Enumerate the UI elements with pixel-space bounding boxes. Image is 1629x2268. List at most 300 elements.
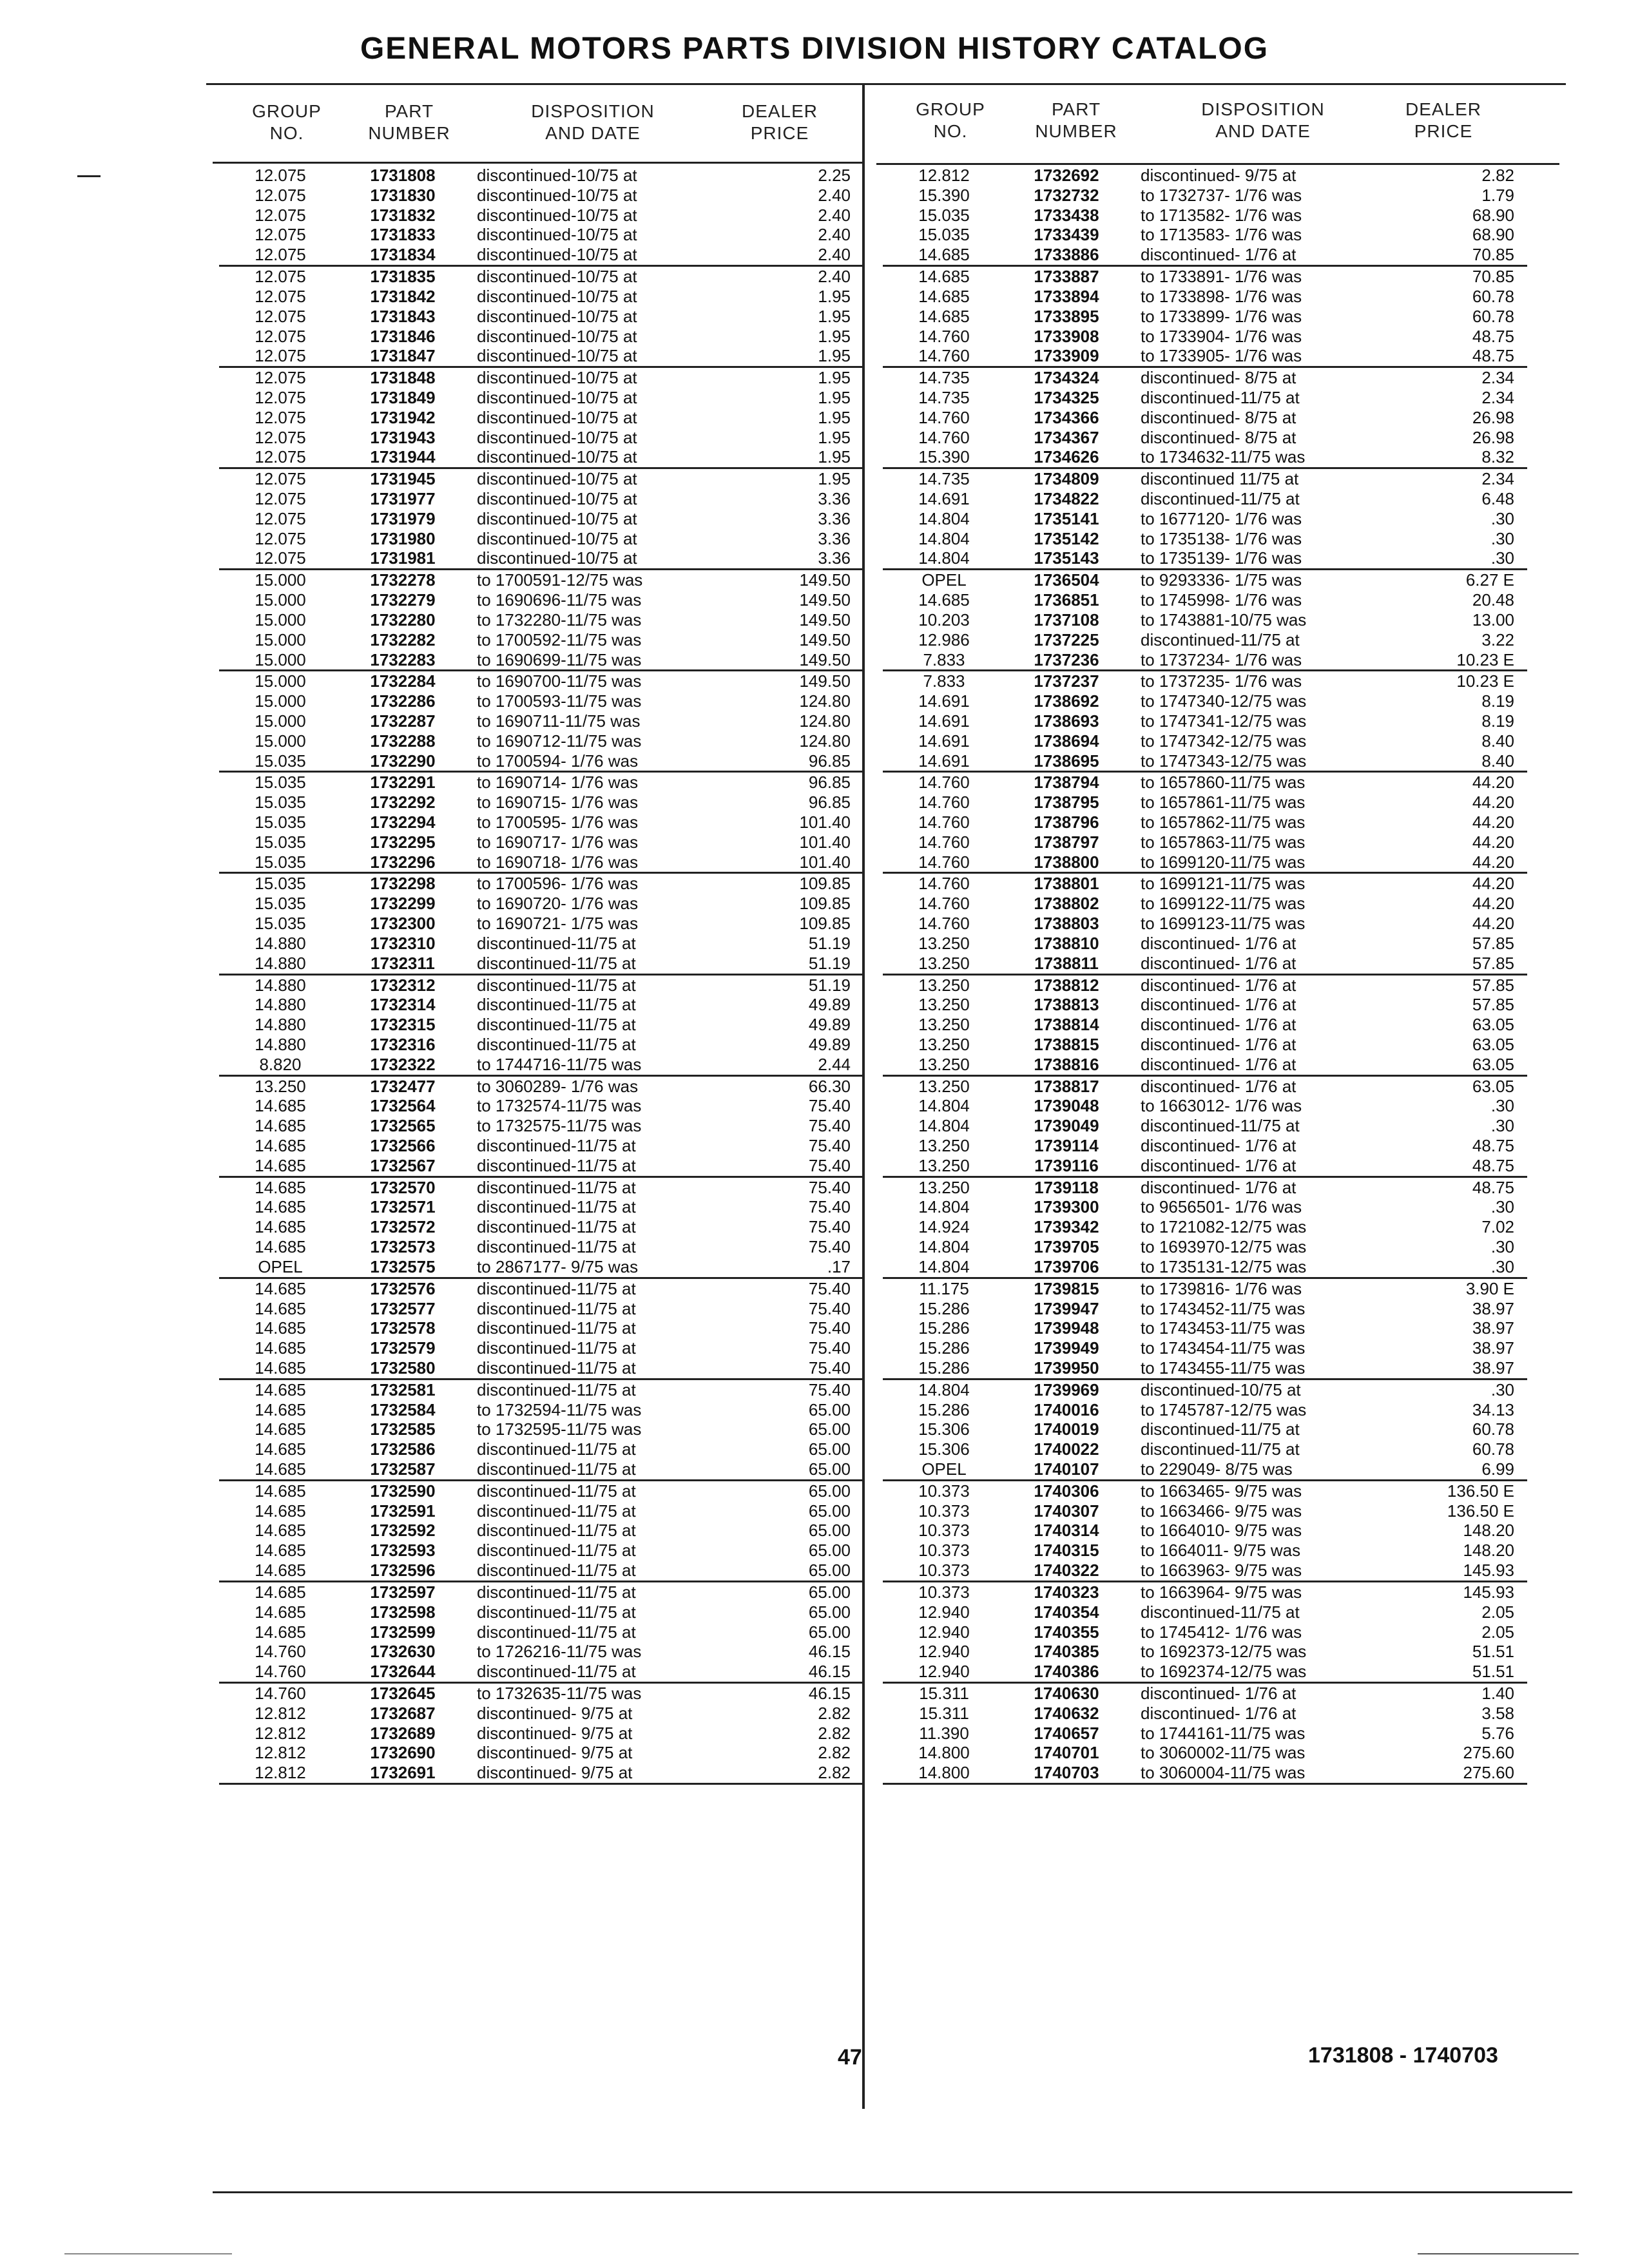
- group-number: 13.250: [918, 1155, 970, 1175]
- part-number: 1732315: [370, 1015, 436, 1035]
- part-number: 1732300: [370, 914, 436, 934]
- dealer-price: 3.36: [818, 548, 851, 568]
- part-number: 1737108: [1034, 610, 1099, 629]
- table-row: [219, 1582, 863, 1602]
- dealer-price: 75.40: [808, 1177, 851, 1197]
- disposition: to 1663012- 1/76 was: [1141, 1096, 1302, 1116]
- table-row: [883, 388, 1527, 408]
- table-row: [219, 954, 863, 975]
- group-number: 14.880: [255, 933, 306, 953]
- table-row: [883, 691, 1527, 711]
- table-row: [883, 1521, 1527, 1541]
- group-number: 15.286: [918, 1399, 970, 1419]
- disposition: to 1700591-12/75 was: [477, 570, 643, 590]
- dealer-price: 10.23 E: [1456, 671, 1514, 691]
- disposition: discontinued-10/75 at: [477, 368, 637, 388]
- dealer-price: 96.85: [808, 751, 851, 771]
- table-row: [219, 1662, 863, 1684]
- right-header-disposition: DISPOSITION AND DATE: [1201, 99, 1325, 141]
- part-number: 1732284: [370, 671, 436, 691]
- group-number: 14.685: [918, 267, 970, 287]
- group-number: 14.685: [255, 1278, 306, 1298]
- table-row: [219, 287, 863, 307]
- table-row: [883, 1582, 1527, 1602]
- table-row: [219, 1541, 863, 1561]
- table-row: [219, 346, 863, 368]
- disposition: to 1690721- 1/75 was: [477, 914, 639, 934]
- group-number: 14.685: [255, 1338, 306, 1358]
- part-number: 1732576: [370, 1278, 436, 1298]
- dealer-price: 6.48: [1481, 489, 1514, 509]
- right-header-part: PART NUMBER: [1035, 99, 1117, 141]
- table-row: [219, 1015, 863, 1035]
- group-number: 14.685: [255, 1096, 306, 1116]
- group-number: 15.286: [918, 1338, 970, 1358]
- table-row: [219, 1684, 863, 1704]
- disposition: to 1732280-11/75 was: [477, 610, 642, 629]
- table-row: [883, 650, 1527, 672]
- table-row: [219, 529, 863, 549]
- group-number: 15.000: [255, 711, 306, 731]
- disposition: discontinued-11/75 at: [477, 1338, 636, 1358]
- table-row: [219, 327, 863, 347]
- group-number: 15.000: [255, 671, 306, 691]
- disposition: to 1737234- 1/76 was: [1141, 649, 1302, 669]
- dealer-price: 65.00: [808, 1622, 851, 1642]
- table-row: [219, 832, 863, 852]
- group-number: 15.035: [255, 874, 306, 894]
- table-row: [883, 1622, 1527, 1642]
- dealer-price: .30: [1490, 508, 1514, 528]
- disposition: discontinued-11/75 at: [477, 1501, 636, 1521]
- table-row: [883, 245, 1527, 267]
- part-number: 1731980: [370, 528, 436, 548]
- disposition: to 1732595-11/75 was: [477, 1419, 642, 1439]
- footer-rule: [213, 2191, 1572, 2193]
- table-row: [219, 1299, 863, 1319]
- disposition: discontinued- 1/76 at: [1141, 975, 1296, 995]
- dealer-price: 124.80: [799, 691, 851, 711]
- part-number: 1739815: [1034, 1278, 1099, 1298]
- part-number: 1738814: [1034, 1015, 1099, 1035]
- table-row: [883, 428, 1527, 448]
- part-number: 1732290: [370, 751, 436, 771]
- disposition: discontinued-11/75 at: [477, 1561, 636, 1581]
- disposition: to 1664010- 9/75 was: [1141, 1521, 1302, 1541]
- part-number: 1732687: [370, 1703, 436, 1723]
- disposition: discontinued-11/75 at: [1141, 489, 1300, 509]
- table-row: [883, 1380, 1527, 1400]
- disposition: discontinued-11/75 at: [477, 995, 636, 1015]
- table-row: [883, 1279, 1527, 1299]
- part-number: 1740307: [1034, 1501, 1099, 1521]
- disposition: discontinued- 1/76 at: [1141, 995, 1296, 1015]
- disposition: discontinued-11/75 at: [477, 1459, 636, 1479]
- margin-mark: [77, 175, 101, 177]
- disposition: to 1745787-12/75 was: [1141, 1399, 1307, 1419]
- disposition: to 1732574-11/75 was: [477, 1096, 642, 1116]
- part-number: 1732567: [370, 1155, 436, 1175]
- group-number: 14.685: [255, 1217, 306, 1237]
- part-number: 1731944: [370, 447, 436, 467]
- table-row: [219, 1400, 863, 1420]
- part-range: 1731808 - 1740703: [1308, 2042, 1498, 2068]
- part-number: 1732575: [370, 1256, 436, 1276]
- dealer-price: 75.40: [808, 1096, 851, 1116]
- part-number: 1739300: [1034, 1197, 1099, 1217]
- group-number: 14.691: [918, 711, 970, 731]
- disposition: discontinued-11/75 at: [1141, 1602, 1300, 1622]
- disposition: discontinued-10/75 at: [477, 286, 637, 306]
- group-number: 13.250: [918, 1054, 970, 1074]
- table-row: [219, 548, 863, 570]
- table-row: [219, 1077, 863, 1097]
- group-number: 12.812: [255, 1743, 306, 1763]
- dealer-price: 65.00: [808, 1399, 851, 1419]
- disposition: to 1677120- 1/76 was: [1141, 508, 1302, 528]
- disposition: discontinued-10/75 at: [477, 427, 637, 447]
- disposition: to 1692373-12/75 was: [1141, 1642, 1307, 1662]
- disposition: to 1657860-11/75 was: [1141, 773, 1306, 793]
- part-number: 1739048: [1034, 1096, 1099, 1116]
- dealer-price: 44.20: [1472, 914, 1514, 934]
- part-number: 1731977: [370, 489, 436, 509]
- disposition: discontinued-10/75 at: [477, 346, 637, 366]
- table-row: [883, 1501, 1527, 1521]
- disposition: to 1663964- 9/75 was: [1141, 1582, 1302, 1602]
- dealer-price: 48.75: [1472, 1136, 1514, 1156]
- part-number: 1732298: [370, 874, 436, 894]
- dealer-price: 2.05: [1481, 1622, 1514, 1642]
- disposition: discontinued- 1/76 at: [1141, 1136, 1296, 1156]
- dealer-price: 2.40: [818, 205, 851, 225]
- disposition: to 1690715- 1/76 was: [477, 793, 639, 812]
- table-row: [883, 852, 1527, 874]
- part-number: 1736504: [1034, 570, 1099, 590]
- group-number: 15.000: [255, 590, 306, 610]
- disposition: to 1733891- 1/76 was: [1141, 267, 1302, 287]
- dealer-price: 149.50: [799, 649, 851, 669]
- group-number: 13.250: [255, 1076, 306, 1096]
- disposition: to 1663465- 9/75 was: [1141, 1481, 1302, 1501]
- dealer-price: 2.82: [818, 1763, 851, 1783]
- table-row: [219, 1156, 863, 1178]
- disposition: discontinued-10/75 at: [477, 245, 637, 265]
- dealer-price: 70.85: [1472, 245, 1514, 265]
- table-row: [883, 1156, 1527, 1178]
- group-number: 12.812: [255, 1703, 306, 1723]
- table-row: [219, 1521, 863, 1541]
- disposition: to 1733904- 1/76 was: [1141, 326, 1302, 346]
- disposition: to 3060004-11/75 was: [1141, 1763, 1306, 1783]
- dealer-price: 3.36: [818, 528, 851, 548]
- table-row: [883, 1561, 1527, 1582]
- disposition: to 1732737- 1/76 was: [1141, 185, 1302, 205]
- table-row: [883, 447, 1527, 469]
- group-number: 10.373: [918, 1521, 970, 1541]
- dealer-price: 10.23 E: [1456, 649, 1514, 669]
- disposition: discontinued-11/75 at: [477, 1439, 636, 1459]
- group-number: 10.203: [918, 610, 970, 629]
- right-header-price: DEALER PRICE: [1405, 99, 1482, 141]
- dealer-price: 75.40: [808, 1116, 851, 1136]
- group-number: 12.812: [255, 1763, 306, 1783]
- part-number: 1738802: [1034, 894, 1099, 914]
- table-row: [883, 1358, 1527, 1380]
- group-number: 15.035: [255, 852, 306, 872]
- table-row: [219, 428, 863, 448]
- group-number: 12.075: [255, 528, 306, 548]
- table-row: [219, 894, 863, 914]
- disposition: discontinued-10/75 at: [1141, 1379, 1301, 1399]
- disposition: discontinued- 1/76 at: [1141, 245, 1296, 265]
- part-number: 1740306: [1034, 1481, 1099, 1501]
- part-number: 1732322: [370, 1054, 436, 1074]
- dealer-price: 1.95: [818, 326, 851, 346]
- dealer-price: 2.34: [1481, 387, 1514, 407]
- group-number: 14.924: [918, 1217, 970, 1237]
- dealer-price: 38.97: [1472, 1318, 1514, 1338]
- dealer-price: 75.40: [808, 1136, 851, 1156]
- table-row: [219, 650, 863, 672]
- dealer-price: 2.82: [818, 1703, 851, 1723]
- table-row: [883, 1763, 1527, 1785]
- part-number: 1732584: [370, 1399, 436, 1419]
- table-row: [219, 1561, 863, 1582]
- disposition: discontinued-10/75 at: [477, 185, 637, 205]
- part-number: 1732314: [370, 995, 436, 1015]
- group-number: 12.075: [255, 225, 306, 245]
- part-number: 1733886: [1034, 245, 1099, 265]
- table-row: [883, 225, 1527, 245]
- group-number: 14.685: [255, 1116, 306, 1136]
- dealer-price: 44.20: [1472, 894, 1514, 914]
- dealer-price: 57.85: [1472, 933, 1514, 953]
- table-row: [883, 630, 1527, 650]
- dealer-price: 51.19: [808, 975, 851, 995]
- dealer-price: 34.13: [1472, 1399, 1514, 1419]
- disposition: discontinued-10/75 at: [477, 489, 637, 509]
- table-row: [883, 793, 1527, 812]
- dealer-price: 2.34: [1481, 368, 1514, 388]
- disposition: to 1732575-11/75 was: [477, 1116, 642, 1136]
- table-row: [219, 1096, 863, 1116]
- disposition: to 1737235- 1/76 was: [1141, 671, 1302, 691]
- dealer-price: .30: [1490, 548, 1514, 568]
- group-number: 12.075: [255, 267, 306, 287]
- table-row: [883, 1743, 1527, 1763]
- table-row: [883, 894, 1527, 914]
- part-number: 1738811: [1034, 953, 1099, 973]
- dealer-price: 46.15: [808, 1662, 851, 1682]
- table-row: [219, 1380, 863, 1400]
- disposition: to 1690700-11/75 was: [477, 671, 642, 691]
- disposition: to 1663466- 9/75 was: [1141, 1501, 1302, 1521]
- part-number: 1739949: [1034, 1338, 1099, 1358]
- dealer-price: 63.05: [1472, 1015, 1514, 1035]
- table-row: [219, 751, 863, 773]
- group-number: 15.035: [255, 773, 306, 793]
- disposition: discontinued-11/75 at: [477, 1582, 636, 1602]
- disposition: discontinued-11/75 at: [477, 1481, 636, 1501]
- left-header-group: GROUP NO.: [252, 101, 322, 144]
- part-number: 1732593: [370, 1541, 436, 1561]
- part-number: 1732578: [370, 1318, 436, 1338]
- part-number: 1732565: [370, 1116, 436, 1136]
- part-number: 1739049: [1034, 1116, 1099, 1136]
- part-number: 1738800: [1034, 852, 1099, 872]
- table-row: [219, 1217, 863, 1237]
- disposition: discontinued 11/75 at: [1141, 469, 1299, 489]
- part-number: 1733887: [1034, 267, 1099, 287]
- table-row: [219, 388, 863, 408]
- part-number: 1732573: [370, 1237, 436, 1257]
- dealer-price: 149.50: [799, 610, 851, 629]
- table-row: [883, 1015, 1527, 1035]
- part-number: 1738795: [1034, 793, 1099, 812]
- dealer-price: 75.40: [808, 1197, 851, 1217]
- table-row: [883, 186, 1527, 206]
- group-number: 14.691: [918, 731, 970, 751]
- disposition: to 1733905- 1/76 was: [1141, 346, 1302, 366]
- disposition: to 1726216-11/75 was: [477, 1642, 642, 1662]
- disposition: discontinued-11/75 at: [477, 933, 636, 953]
- group-number: 14.804: [918, 1096, 970, 1116]
- disposition: to 1747342-12/75 was: [1141, 731, 1307, 751]
- group-number: 13.250: [918, 1034, 970, 1054]
- group-number: 12.940: [918, 1662, 970, 1682]
- disposition: to 1743454-11/75 was: [1141, 1338, 1306, 1358]
- part-number: 1731834: [370, 245, 436, 265]
- dealer-price: 44.20: [1472, 793, 1514, 812]
- table-row: [883, 287, 1527, 307]
- dealer-price: 96.85: [808, 773, 851, 793]
- disposition: discontinued-11/75 at: [477, 953, 636, 973]
- group-number: 13.250: [918, 1177, 970, 1197]
- left-header-disposition: DISPOSITION AND DATE: [531, 101, 655, 144]
- part-number: 1738692: [1034, 691, 1099, 711]
- dealer-price: 60.78: [1472, 286, 1514, 306]
- table-row: [883, 1318, 1527, 1338]
- table-row: [219, 975, 863, 995]
- disposition: to 1699122-11/75 was: [1141, 894, 1306, 914]
- dealer-price: 101.40: [799, 812, 851, 832]
- dealer-price: 109.85: [799, 874, 851, 894]
- table-row: [883, 1077, 1527, 1097]
- table-row: [883, 914, 1527, 934]
- group-number: 12.075: [255, 427, 306, 447]
- group-number: 11.175: [919, 1278, 969, 1298]
- part-number: 1734324: [1034, 368, 1099, 388]
- right-column: [883, 166, 1527, 1785]
- title-rule: [206, 83, 1566, 85]
- part-number: 1740315: [1034, 1541, 1099, 1561]
- part-number: 1732564: [370, 1096, 436, 1116]
- dealer-price: 8.32: [1481, 447, 1514, 467]
- part-number: 1732316: [370, 1034, 436, 1054]
- disposition: to 1744161-11/75 was: [1141, 1723, 1306, 1743]
- dealer-price: .30: [1490, 1256, 1514, 1276]
- disposition: discontinued-11/75 at: [477, 975, 636, 995]
- dealer-price: 75.40: [808, 1318, 851, 1338]
- group-number: 14.804: [918, 1116, 970, 1136]
- disposition: discontinued-11/75 at: [477, 1358, 636, 1378]
- table-row: [219, 1055, 863, 1077]
- group-number: 14.804: [918, 528, 970, 548]
- disposition: to 9293336- 1/75 was: [1141, 570, 1302, 590]
- dealer-price: 124.80: [799, 711, 851, 731]
- table-row: [219, 447, 863, 469]
- part-number: 1734366: [1034, 407, 1099, 427]
- table-row: [883, 1217, 1527, 1237]
- part-number: 1734626: [1034, 447, 1099, 467]
- disposition: discontinued-11/75 at: [1141, 1439, 1300, 1459]
- dealer-price: 8.40: [1481, 731, 1514, 751]
- group-number: 15.035: [255, 812, 306, 832]
- disposition: to 1745998- 1/76 was: [1141, 590, 1302, 610]
- dealer-price: 1.95: [818, 286, 851, 306]
- disposition: discontinued- 1/76 at: [1141, 1177, 1296, 1197]
- group-number: 15.000: [255, 610, 306, 629]
- part-number: 1738797: [1034, 832, 1099, 852]
- table-row: [883, 1237, 1527, 1257]
- disposition: discontinued-11/75 at: [477, 1662, 636, 1682]
- disposition: discontinued-11/75 at: [477, 1379, 636, 1399]
- table-row: [883, 509, 1527, 529]
- part-number: 1737225: [1034, 629, 1099, 649]
- part-number: 1731848: [370, 368, 436, 388]
- table-row: [883, 1642, 1527, 1662]
- part-number: 1740323: [1034, 1582, 1099, 1602]
- dealer-price: 75.40: [808, 1338, 851, 1358]
- table-row: [219, 1257, 863, 1279]
- part-number: 1732310: [370, 933, 436, 953]
- dealer-price: 63.05: [1472, 1054, 1514, 1074]
- group-number: 14.685: [255, 1439, 306, 1459]
- disposition: to 1744716-11/75 was: [477, 1054, 642, 1074]
- part-number: 1732732: [1034, 185, 1099, 205]
- part-number: 1740701: [1034, 1743, 1099, 1763]
- group-number: 15.000: [255, 649, 306, 669]
- group-number: 14.685: [255, 1358, 306, 1378]
- dealer-price: 75.40: [808, 1298, 851, 1318]
- group-number: 10.373: [918, 1582, 970, 1602]
- table-row: [219, 1439, 863, 1459]
- disposition: to 1734632-11/75 was: [1141, 447, 1306, 467]
- group-number: 15.035: [918, 225, 970, 245]
- dealer-price: 49.89: [808, 1034, 851, 1054]
- disposition: to 1745412- 1/76 was: [1141, 1622, 1302, 1642]
- dealer-price: 2.40: [818, 225, 851, 245]
- group-number: 12.075: [255, 489, 306, 509]
- part-number: 1732291: [370, 773, 436, 793]
- left-header-price: DEALER PRICE: [741, 101, 818, 144]
- part-number: 1731945: [370, 469, 436, 489]
- disposition: to 1657862-11/75 was: [1141, 812, 1306, 832]
- table-row: [219, 509, 863, 529]
- disposition: discontinued-11/75 at: [477, 1177, 636, 1197]
- group-number: 12.075: [255, 346, 306, 366]
- dealer-price: 68.90: [1472, 225, 1514, 245]
- disposition: to 1693970-12/75 was: [1141, 1237, 1307, 1257]
- table-row: [883, 1419, 1527, 1439]
- disposition: to 1690720- 1/76 was: [477, 894, 639, 914]
- disposition: to 1699123-11/75 was: [1141, 914, 1306, 934]
- part-number: 1738796: [1034, 812, 1099, 832]
- dealer-price: 75.40: [808, 1379, 851, 1399]
- dealer-price: 5.76: [1481, 1723, 1514, 1743]
- dealer-price: 101.40: [799, 852, 851, 872]
